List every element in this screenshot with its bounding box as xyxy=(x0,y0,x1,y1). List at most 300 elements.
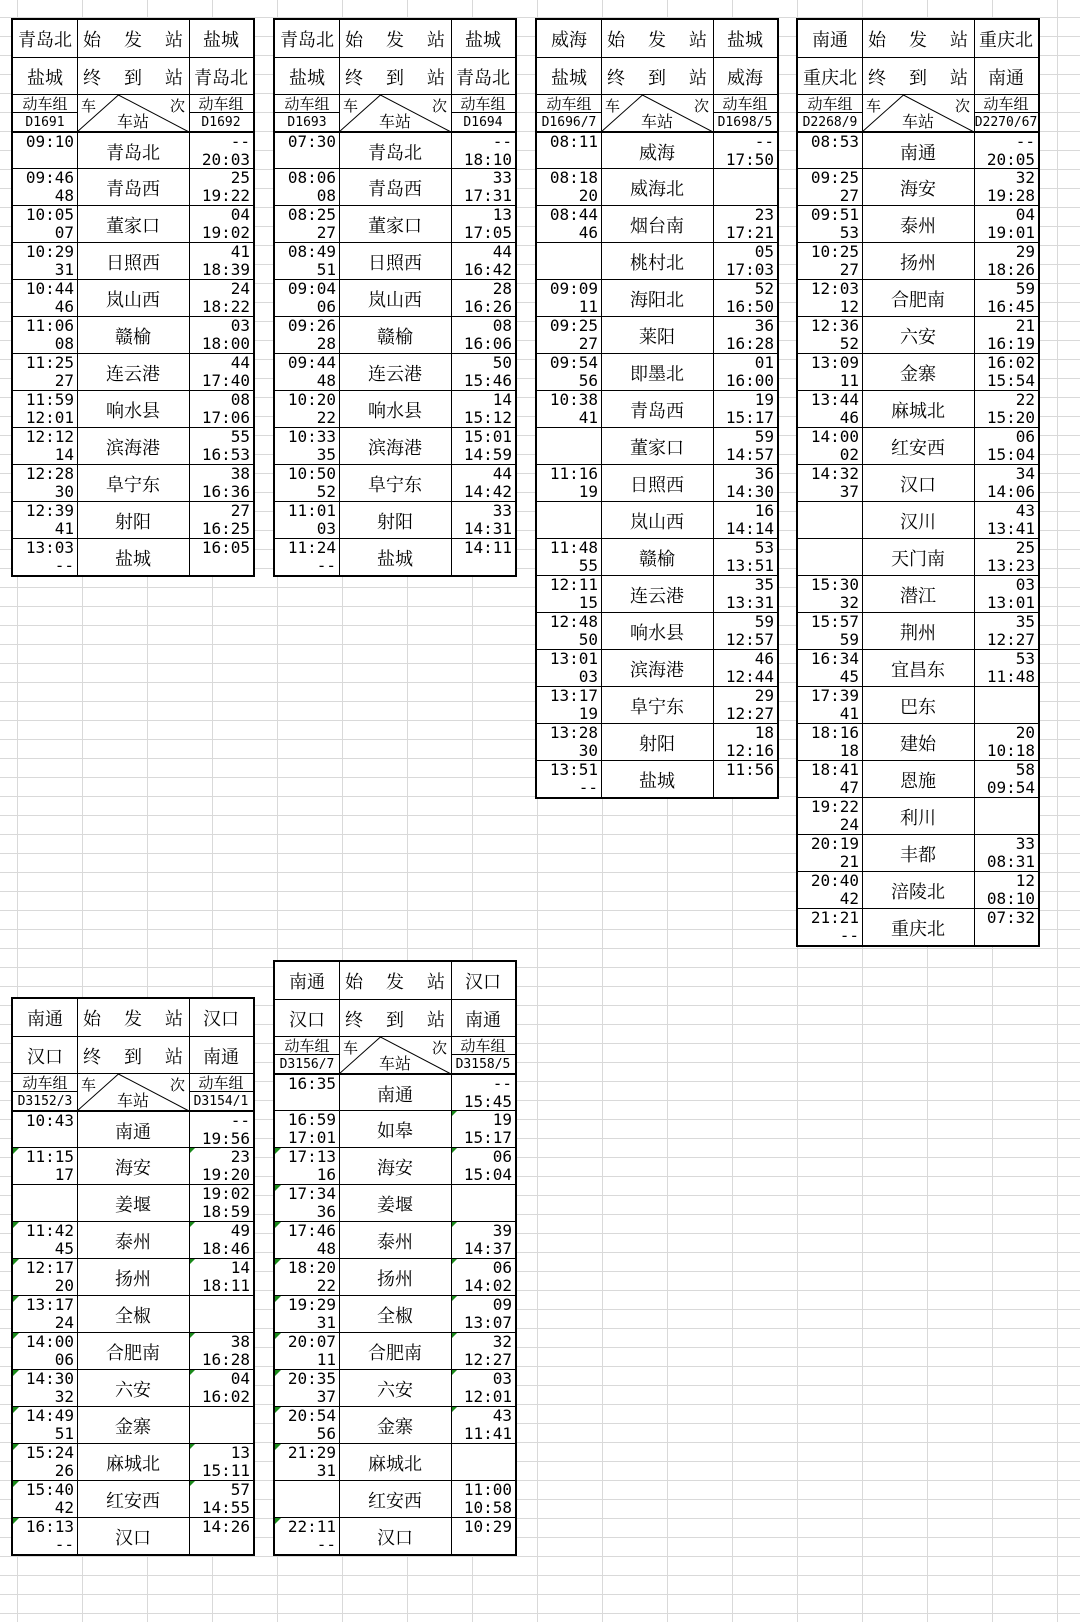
time-cell-down[interactable] xyxy=(537,317,601,354)
station-name[interactable]: 董家口 xyxy=(630,437,684,459)
station-name[interactable]: 岚山西 xyxy=(106,289,160,311)
time-cell-up[interactable] xyxy=(713,317,777,354)
station-name[interactable]: 金寨 xyxy=(115,1416,151,1438)
time-cell-up[interactable] xyxy=(451,1518,515,1555)
cell-origin-left[interactable]: 青岛北 xyxy=(18,29,72,51)
time-cell-up[interactable] xyxy=(713,428,777,465)
time-cell-up[interactable] xyxy=(974,835,1038,872)
time-cell-down[interactable] xyxy=(13,206,77,243)
time-cell-up[interactable] xyxy=(451,539,515,576)
time-cell-down[interactable] xyxy=(537,243,601,280)
station-name[interactable]: 海阳北 xyxy=(630,289,684,311)
time-cell-down[interactable] xyxy=(13,1148,77,1185)
station-name[interactable]: 南通 xyxy=(377,1084,413,1106)
time-cell-down[interactable] xyxy=(537,354,601,391)
station-name[interactable]: 青岛北 xyxy=(368,142,422,164)
time-cell-up[interactable] xyxy=(974,465,1038,502)
time-cell-up[interactable] xyxy=(451,428,515,465)
train-number-down[interactable]: D3156/7 xyxy=(279,1056,335,1072)
train-number-up[interactable]: D3154/1 xyxy=(193,1093,249,1109)
station-name[interactable]: 扬州 xyxy=(377,1268,413,1290)
station-name[interactable]: 盐城 xyxy=(115,548,151,570)
time-cell-up[interactable] xyxy=(189,1185,253,1222)
time-cell-up[interactable] xyxy=(451,1370,515,1407)
station-name[interactable]: 连云港 xyxy=(106,363,160,385)
time-cell-down[interactable] xyxy=(798,835,862,872)
train-number-down[interactable]: D3152/3 xyxy=(17,1093,73,1109)
time-cell-up[interactable] xyxy=(189,1112,253,1149)
cell-terminus-left[interactable]: 盐城 xyxy=(289,67,325,89)
time-cell-down[interactable] xyxy=(798,317,862,354)
station-name[interactable]: 六安 xyxy=(377,1379,413,1401)
station-name[interactable]: 南通 xyxy=(115,1121,151,1143)
time-cell-down[interactable] xyxy=(13,1222,77,1259)
time-cell-down[interactable] xyxy=(13,1370,77,1407)
label-start-station[interactable] xyxy=(339,962,451,999)
time-cell-up[interactable] xyxy=(713,169,777,206)
emu-label[interactable]: 动车组 xyxy=(275,1037,339,1055)
time-cell-down[interactable] xyxy=(275,133,339,170)
station-name[interactable]: 扬州 xyxy=(115,1268,151,1290)
station-name[interactable]: 即墨北 xyxy=(630,363,684,385)
cell-origin-right[interactable]: 重庆北 xyxy=(979,29,1033,51)
cell-origin-right[interactable]: 盐城 xyxy=(727,29,763,51)
time-cell-down[interactable] xyxy=(13,169,77,206)
time-cell-down[interactable] xyxy=(13,280,77,317)
station-name[interactable]: 宜昌东 xyxy=(891,659,945,681)
time-cell-down[interactable] xyxy=(13,391,77,428)
station-name[interactable]: 丰都 xyxy=(900,844,936,866)
time-cell-down[interactable] xyxy=(275,1222,339,1259)
time-cell-up[interactable] xyxy=(189,1481,253,1518)
label-end-station[interactable] xyxy=(77,58,189,95)
time-cell-up[interactable] xyxy=(451,465,515,502)
time-cell-down[interactable] xyxy=(537,650,601,687)
time-cell-up[interactable] xyxy=(189,354,253,391)
time-cell-up[interactable] xyxy=(189,1148,253,1185)
station-name[interactable]: 六安 xyxy=(900,326,936,348)
time-cell-up[interactable] xyxy=(189,539,253,576)
time-cell-up[interactable] xyxy=(974,354,1038,391)
emu-label[interactable]: 动车组 xyxy=(275,95,339,113)
time-cell-down[interactable] xyxy=(798,243,862,280)
time-cell-up[interactable] xyxy=(451,1075,515,1112)
time-cell-up[interactable] xyxy=(974,687,1038,724)
time-cell-up[interactable] xyxy=(189,243,253,280)
time-cell-up[interactable] xyxy=(189,1222,253,1259)
time-cell-down[interactable] xyxy=(275,1111,339,1148)
label-start-station[interactable] xyxy=(77,20,189,57)
station-name[interactable]: 海安 xyxy=(377,1157,413,1179)
station-name[interactable]: 青岛北 xyxy=(106,142,160,164)
cell-origin-left[interactable]: 青岛北 xyxy=(280,29,334,51)
station-name[interactable]: 董家口 xyxy=(106,215,160,237)
station-name[interactable]: 滨海港 xyxy=(368,437,422,459)
time-cell-up[interactable] xyxy=(713,206,777,243)
time-cell-down[interactable] xyxy=(275,1333,339,1370)
time-cell-down[interactable] xyxy=(275,1481,339,1518)
time-cell-down[interactable] xyxy=(537,724,601,761)
station-name[interactable]: 盐城 xyxy=(639,770,675,792)
time-cell-up[interactable] xyxy=(974,539,1038,576)
time-cell-up[interactable] xyxy=(451,1148,515,1185)
station-name[interactable]: 六安 xyxy=(115,1379,151,1401)
cell-origin-left[interactable]: 南通 xyxy=(289,971,325,993)
time-cell-down[interactable] xyxy=(537,133,601,170)
time-cell-down[interactable] xyxy=(275,465,339,502)
station-name[interactable]: 烟台南 xyxy=(630,215,684,237)
station-name[interactable]: 利川 xyxy=(900,807,936,829)
time-cell-up[interactable] xyxy=(189,428,253,465)
time-cell-down[interactable] xyxy=(13,1333,77,1370)
time-cell-up[interactable] xyxy=(451,391,515,428)
time-cell-down[interactable] xyxy=(537,428,601,465)
emu-label[interactable]: 动车组 xyxy=(713,95,777,113)
time-cell-up[interactable] xyxy=(451,169,515,206)
emu-label[interactable]: 动车组 xyxy=(189,1074,253,1092)
time-cell-up[interactable] xyxy=(974,206,1038,243)
time-cell-down[interactable] xyxy=(275,354,339,391)
station-name[interactable]: 如皋 xyxy=(377,1120,413,1142)
time-cell-up[interactable] xyxy=(713,280,777,317)
cell-terminus-right[interactable]: 南通 xyxy=(465,1009,501,1031)
time-cell-up[interactable] xyxy=(974,909,1038,946)
time-cell-down[interactable] xyxy=(798,539,862,576)
time-cell-up[interactable] xyxy=(189,1259,253,1296)
emu-label[interactable]: 动车组 xyxy=(189,95,253,113)
station-name[interactable]: 建始 xyxy=(900,733,936,755)
cell-origin-left[interactable]: 南通 xyxy=(27,1008,63,1030)
station-name[interactable]: 汉川 xyxy=(900,511,936,533)
cell-terminus-left[interactable]: 汉口 xyxy=(27,1046,63,1068)
time-cell-up[interactable] xyxy=(451,317,515,354)
header-corner[interactable] xyxy=(339,1037,451,1074)
header-corner[interactable] xyxy=(862,95,974,132)
station-name[interactable]: 日照西 xyxy=(630,474,684,496)
train-number-up[interactable]: D3158/5 xyxy=(455,1056,511,1072)
station-name[interactable]: 合肥南 xyxy=(891,289,945,311)
station-name[interactable]: 阜宁东 xyxy=(630,696,684,718)
time-cell-up[interactable] xyxy=(451,243,515,280)
time-cell-down[interactable] xyxy=(537,687,601,724)
header-corner[interactable] xyxy=(339,95,451,132)
time-cell-down[interactable] xyxy=(13,133,77,170)
station-name[interactable]: 董家口 xyxy=(368,215,422,237)
station-name[interactable]: 响水县 xyxy=(630,622,684,644)
time-cell-up[interactable] xyxy=(189,280,253,317)
station-name[interactable]: 莱阳 xyxy=(639,326,675,348)
time-cell-down[interactable] xyxy=(798,650,862,687)
time-cell-down[interactable] xyxy=(13,1296,77,1333)
time-cell-down[interactable] xyxy=(537,539,601,576)
time-cell-down[interactable] xyxy=(13,1407,77,1444)
time-cell-down[interactable] xyxy=(13,428,77,465)
time-cell-up[interactable] xyxy=(713,687,777,724)
time-cell-down[interactable] xyxy=(798,613,862,650)
station-name[interactable]: 麻城北 xyxy=(368,1453,422,1475)
time-cell-down[interactable] xyxy=(13,1112,77,1149)
time-cell-down[interactable] xyxy=(275,243,339,280)
time-cell-down[interactable] xyxy=(798,761,862,798)
time-cell-down[interactable] xyxy=(798,909,862,946)
cell-terminus-left[interactable]: 盐城 xyxy=(27,67,63,89)
time-cell-down[interactable] xyxy=(275,1518,339,1555)
time-cell-up[interactable] xyxy=(713,133,777,170)
label-start-station[interactable] xyxy=(339,20,451,57)
header-corner[interactable] xyxy=(77,95,189,132)
station-name[interactable]: 威海北 xyxy=(630,178,684,200)
station-name[interactable]: 岚山西 xyxy=(630,511,684,533)
station-name[interactable]: 汉口 xyxy=(377,1527,413,1549)
label-end-station[interactable] xyxy=(601,58,713,95)
station-name[interactable]: 青岛西 xyxy=(630,400,684,422)
station-name[interactable]: 扬州 xyxy=(900,252,936,274)
time-cell-up[interactable] xyxy=(189,502,253,539)
time-cell-up[interactable] xyxy=(974,872,1038,909)
station-name[interactable]: 汉口 xyxy=(900,474,936,496)
time-cell-down[interactable] xyxy=(13,465,77,502)
station-name[interactable]: 日照西 xyxy=(368,252,422,274)
station-name[interactable]: 桃村北 xyxy=(630,252,684,274)
station-name[interactable]: 威海 xyxy=(639,142,675,164)
cell-terminus-right[interactable]: 南通 xyxy=(203,1046,239,1068)
time-cell-up[interactable] xyxy=(974,317,1038,354)
time-cell-down[interactable] xyxy=(275,1407,339,1444)
station-name[interactable]: 巴东 xyxy=(900,696,936,718)
time-cell-down[interactable] xyxy=(537,761,601,798)
cell-terminus-right[interactable]: 青岛北 xyxy=(456,67,510,89)
station-name[interactable]: 射阳 xyxy=(639,733,675,755)
station-name[interactable]: 重庆北 xyxy=(891,918,945,940)
station-name[interactable]: 涪陵北 xyxy=(891,881,945,903)
label-start-station[interactable] xyxy=(862,20,974,57)
time-cell-up[interactable] xyxy=(451,280,515,317)
cell-origin-right[interactable]: 汉口 xyxy=(465,971,501,993)
station-name[interactable]: 连云港 xyxy=(630,585,684,607)
time-cell-down[interactable] xyxy=(537,280,601,317)
time-cell-up[interactable] xyxy=(451,206,515,243)
label-end-station[interactable] xyxy=(862,58,974,95)
time-cell-up[interactable] xyxy=(189,391,253,428)
cell-origin-right[interactable]: 汉口 xyxy=(203,1008,239,1030)
station-name[interactable]: 荆州 xyxy=(900,622,936,644)
station-name[interactable]: 麻城北 xyxy=(891,400,945,422)
station-name[interactable]: 红安西 xyxy=(106,1490,160,1512)
time-cell-down[interactable] xyxy=(13,1185,77,1222)
time-cell-up[interactable] xyxy=(974,798,1038,835)
time-cell-down[interactable] xyxy=(798,724,862,761)
emu-label[interactable]: 动车组 xyxy=(451,95,515,113)
cell-terminus-left[interactable]: 重庆北 xyxy=(803,67,857,89)
time-cell-down[interactable] xyxy=(275,169,339,206)
cell-terminus-right[interactable]: 威海 xyxy=(727,67,763,89)
time-cell-up[interactable] xyxy=(974,761,1038,798)
time-cell-up[interactable] xyxy=(713,724,777,761)
station-name[interactable]: 泰州 xyxy=(115,1231,151,1253)
time-cell-down[interactable] xyxy=(13,354,77,391)
label-end-station[interactable] xyxy=(77,1037,189,1074)
time-cell-up[interactable] xyxy=(451,1333,515,1370)
time-cell-down[interactable] xyxy=(275,1148,339,1185)
time-cell-up[interactable] xyxy=(974,243,1038,280)
time-cell-down[interactable] xyxy=(13,539,77,576)
time-cell-up[interactable] xyxy=(713,613,777,650)
time-cell-down[interactable] xyxy=(275,391,339,428)
time-cell-up[interactable] xyxy=(451,1222,515,1259)
station-name[interactable]: 红安西 xyxy=(891,437,945,459)
station-name[interactable]: 全椒 xyxy=(115,1305,151,1327)
station-name[interactable]: 滨海港 xyxy=(106,437,160,459)
station-name[interactable]: 阜宁东 xyxy=(106,474,160,496)
time-cell-down[interactable] xyxy=(13,317,77,354)
cell-terminus-left[interactable]: 汉口 xyxy=(289,1009,325,1031)
station-name[interactable]: 响水县 xyxy=(106,400,160,422)
train-number-down[interactable]: D2268/9 xyxy=(802,114,858,130)
time-cell-down[interactable] xyxy=(798,133,862,170)
time-cell-up[interactable] xyxy=(451,133,515,170)
time-cell-up[interactable] xyxy=(974,650,1038,687)
time-cell-up[interactable] xyxy=(451,1444,515,1481)
time-cell-down[interactable] xyxy=(798,502,862,539)
time-cell-up[interactable] xyxy=(713,650,777,687)
train-number-down[interactable]: D1691 xyxy=(25,114,65,130)
time-cell-up[interactable] xyxy=(451,1407,515,1444)
time-cell-up[interactable] xyxy=(974,280,1038,317)
label-end-station[interactable] xyxy=(339,58,451,95)
cell-terminus-right[interactable]: 南通 xyxy=(988,67,1024,89)
station-name[interactable]: 泰州 xyxy=(377,1231,413,1253)
time-cell-down[interactable] xyxy=(275,1185,339,1222)
station-name[interactable]: 海安 xyxy=(900,178,936,200)
station-name[interactable]: 赣榆 xyxy=(115,326,151,348)
station-name[interactable]: 赣榆 xyxy=(639,548,675,570)
time-cell-down[interactable] xyxy=(537,576,601,613)
station-name[interactable]: 赣榆 xyxy=(377,326,413,348)
time-cell-down[interactable] xyxy=(798,169,862,206)
time-cell-up[interactable] xyxy=(974,428,1038,465)
time-cell-down[interactable] xyxy=(275,428,339,465)
time-cell-down[interactable] xyxy=(13,1444,77,1481)
station-name[interactable]: 天门南 xyxy=(891,548,945,570)
station-name[interactable]: 南通 xyxy=(900,142,936,164)
time-cell-down[interactable] xyxy=(13,1518,77,1555)
label-end-station[interactable] xyxy=(339,1000,451,1037)
time-cell-down[interactable] xyxy=(537,613,601,650)
station-name[interactable]: 合肥南 xyxy=(368,1342,422,1364)
time-cell-down[interactable] xyxy=(798,206,862,243)
time-cell-down[interactable] xyxy=(275,539,339,576)
time-cell-up[interactable] xyxy=(189,206,253,243)
label-start-station[interactable] xyxy=(77,999,189,1036)
station-name[interactable]: 红安西 xyxy=(368,1490,422,1512)
station-name[interactable]: 汉口 xyxy=(115,1527,151,1549)
train-number-up[interactable]: D2270/67 xyxy=(974,114,1038,130)
time-cell-up[interactable] xyxy=(451,1296,515,1333)
emu-label[interactable]: 动车组 xyxy=(974,95,1038,113)
time-cell-up[interactable] xyxy=(189,1370,253,1407)
time-cell-up[interactable] xyxy=(713,576,777,613)
cell-origin-right[interactable]: 盐城 xyxy=(203,29,239,51)
emu-label[interactable]: 动车组 xyxy=(13,1074,77,1092)
time-cell-down[interactable] xyxy=(798,391,862,428)
time-cell-up[interactable] xyxy=(451,354,515,391)
time-cell-up[interactable] xyxy=(713,391,777,428)
cell-terminus-left[interactable]: 盐城 xyxy=(551,67,587,89)
station-name[interactable]: 合肥南 xyxy=(106,1342,160,1364)
time-cell-down[interactable] xyxy=(798,576,862,613)
time-cell-up[interactable] xyxy=(189,169,253,206)
time-cell-up[interactable] xyxy=(974,576,1038,613)
header-corner[interactable] xyxy=(77,1074,189,1111)
time-cell-down[interactable] xyxy=(13,243,77,280)
station-name[interactable]: 岚山西 xyxy=(368,289,422,311)
station-name[interactable]: 阜宁东 xyxy=(368,474,422,496)
time-cell-up[interactable] xyxy=(189,1333,253,1370)
time-cell-up[interactable] xyxy=(189,465,253,502)
time-cell-down[interactable] xyxy=(275,502,339,539)
time-cell-up[interactable] xyxy=(974,613,1038,650)
time-cell-up[interactable] xyxy=(713,539,777,576)
train-number-up[interactable]: D1694 xyxy=(463,114,503,130)
time-cell-down[interactable] xyxy=(537,502,601,539)
train-number-up[interactable]: D1692 xyxy=(201,114,241,130)
time-cell-up[interactable] xyxy=(713,502,777,539)
cell-origin-left[interactable]: 南通 xyxy=(812,29,848,51)
station-name[interactable]: 青岛西 xyxy=(106,178,160,200)
station-name[interactable]: 姜堰 xyxy=(377,1194,413,1216)
train-number-down[interactable]: D1693 xyxy=(287,114,327,130)
time-cell-up[interactable] xyxy=(974,724,1038,761)
time-cell-down[interactable] xyxy=(13,1481,77,1518)
station-name[interactable]: 泰州 xyxy=(900,215,936,237)
time-cell-up[interactable] xyxy=(974,133,1038,170)
time-cell-up[interactable] xyxy=(974,502,1038,539)
cell-origin-left[interactable]: 威海 xyxy=(551,29,587,51)
station-name[interactable]: 姜堰 xyxy=(115,1194,151,1216)
emu-label[interactable]: 动车组 xyxy=(798,95,862,113)
time-cell-down[interactable] xyxy=(13,1259,77,1296)
time-cell-down[interactable] xyxy=(537,206,601,243)
time-cell-down[interactable] xyxy=(798,280,862,317)
time-cell-down[interactable] xyxy=(537,465,601,502)
station-name[interactable]: 青岛西 xyxy=(368,178,422,200)
time-cell-up[interactable] xyxy=(713,465,777,502)
time-cell-down[interactable] xyxy=(275,317,339,354)
time-cell-down[interactable] xyxy=(275,206,339,243)
time-cell-up[interactable] xyxy=(713,354,777,391)
station-name[interactable]: 恩施 xyxy=(900,770,936,792)
time-cell-down[interactable] xyxy=(275,280,339,317)
station-name[interactable]: 海安 xyxy=(115,1157,151,1179)
emu-label[interactable]: 动车组 xyxy=(451,1037,515,1055)
station-name[interactable]: 滨海港 xyxy=(630,659,684,681)
time-cell-down[interactable] xyxy=(798,354,862,391)
station-name[interactable]: 全椒 xyxy=(377,1305,413,1327)
time-cell-up[interactable] xyxy=(451,1185,515,1222)
station-name[interactable]: 射阳 xyxy=(115,511,151,533)
header-corner[interactable] xyxy=(601,95,713,132)
station-name[interactable]: 金寨 xyxy=(900,363,936,385)
station-name[interactable]: 麻城北 xyxy=(106,1453,160,1475)
time-cell-down[interactable] xyxy=(275,1444,339,1481)
time-cell-up[interactable] xyxy=(451,1259,515,1296)
station-name[interactable]: 连云港 xyxy=(368,363,422,385)
time-cell-down[interactable] xyxy=(798,465,862,502)
time-cell-up[interactable] xyxy=(189,1296,253,1333)
train-number-down[interactable]: D1696/7 xyxy=(541,114,597,130)
time-cell-up[interactable] xyxy=(189,317,253,354)
cell-terminus-right[interactable]: 青岛北 xyxy=(194,67,248,89)
